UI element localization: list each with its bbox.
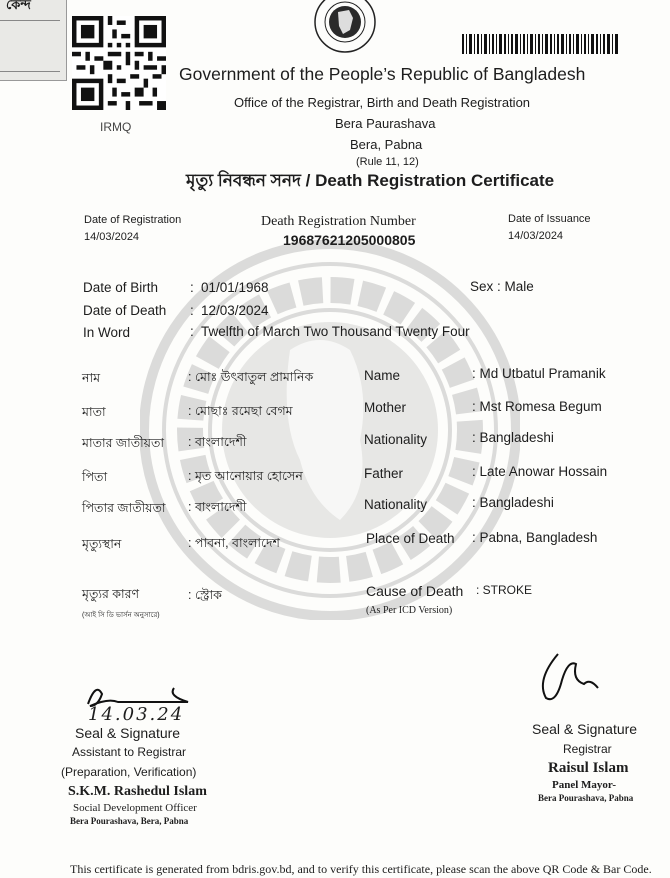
document-corner-fragment xyxy=(0,0,67,81)
registrar-role: Registrar xyxy=(563,742,612,756)
en-mother-nationality-value: : Bangladeshi xyxy=(472,430,554,445)
issuance-date-label: Date of Issuance xyxy=(508,213,591,225)
inword-colon: : xyxy=(190,324,194,339)
inword-value: Twelfth of March Two Thousand Twenty Four xyxy=(201,324,470,339)
bn-father-value: : মৃত আনোয়ার হোসেন xyxy=(188,469,303,483)
government-emblem-icon xyxy=(305,0,385,54)
en-place-of-death-label: Place of Death xyxy=(366,531,455,546)
registrar-title: Panel Mayor- xyxy=(552,779,617,791)
qr-code xyxy=(72,16,166,110)
en-place-of-death-value: : Pabna, Bangladesh xyxy=(472,530,598,545)
assistant-role: Assistant to Registrar xyxy=(72,745,187,759)
en-father-nationality-value: : Bangladeshi xyxy=(472,495,554,510)
en-father-value: : Late Anowar Hossain xyxy=(472,464,608,479)
bn-place-of-death-label: মৃত্যুস্থান xyxy=(82,537,122,551)
en-mother-value: : Mst Romesa Begum xyxy=(472,399,602,414)
registration-number-label: Death Registration Number xyxy=(261,214,416,229)
dob-colon: : xyxy=(190,280,194,295)
watermark-seal xyxy=(140,240,520,620)
en-cause-note: (As Per ICD Version) xyxy=(366,605,453,616)
bn-name-value: : মোঃ উৎবাতুল প্রামানিক xyxy=(188,370,314,384)
en-father-label: Father xyxy=(364,466,404,481)
en-name-label: Name xyxy=(364,368,401,383)
bn-father-label: পিতা xyxy=(82,470,108,484)
bn-name-label: নাম xyxy=(82,371,101,385)
location: Bera, Pabna xyxy=(350,137,423,152)
registrar-name: Raisul Islam xyxy=(548,760,629,776)
corner-text: কেন্দ xyxy=(6,0,31,12)
bn-father-nationality-label: পিতার জাতীয়তা xyxy=(82,501,166,515)
dod-value: 12/03/2024 xyxy=(201,303,269,318)
en-mother-nationality-label: Nationality xyxy=(364,432,428,447)
dod-label: Date of Death xyxy=(83,303,167,318)
verification-footer: This certificate is generated from bdris.gov.bd, and to verify this certificate, please scan the above QR Code & Bar Code. xyxy=(70,862,652,876)
bn-mother-nationality-value: : বাংলাদেশী xyxy=(188,435,247,449)
registrar-signature-icon xyxy=(528,650,608,710)
bn-place-of-death-value: : পাবনা, বাংলাদেশ xyxy=(188,536,280,550)
en-mother-label: Mother xyxy=(364,400,407,415)
en-cause-label: Cause of Death xyxy=(366,583,464,599)
certificate-title: মৃত্যু নিবন্ধন সনদ / Death Registration Certificate xyxy=(186,171,555,190)
bn-cause-value: : স্ট্রোক xyxy=(188,588,222,602)
dob-value: 01/01/1968 xyxy=(201,280,269,295)
bn-mother-label: মাতা xyxy=(82,405,106,419)
assistant-office: Bera Pourashava, Bera, Pabna xyxy=(70,816,189,826)
bn-cause-label: মৃত্যুর কারণ xyxy=(82,587,140,601)
rule-reference: (Rule 11, 12) xyxy=(356,156,419,168)
assistant-seal-label: Seal & Signature xyxy=(75,725,181,741)
en-name-value: : Md Utbatul Pramanik xyxy=(472,366,606,381)
assistant-name: S.K.M. Rashedul Islam xyxy=(68,784,207,799)
dob-label: Date of Birth xyxy=(83,280,159,295)
sex-field: Sex : Male xyxy=(470,279,534,294)
assistant-role-detail: (Preparation, Verification) xyxy=(61,765,197,779)
qr-caption: IRMQ xyxy=(100,120,132,134)
inword-label: In Word xyxy=(83,325,131,340)
assistant-title: Social Development Officer xyxy=(73,802,197,814)
en-cause-value: : STROKE xyxy=(476,583,533,597)
handwritten-date: 14.03.24 xyxy=(88,704,185,725)
registration-date-value: 14/03/2024 xyxy=(84,231,140,243)
bn-cause-note: (আই সি ডি ভার্সন অনুসারে) xyxy=(82,612,160,619)
registration-number-value: 19687621205000805 xyxy=(283,232,416,248)
office-title: Office of the Registrar, Birth and Death Registration xyxy=(234,95,531,110)
en-father-nationality-label: Nationality xyxy=(364,497,428,512)
registration-date-label: Date of Registration xyxy=(84,214,182,226)
registrar-seal-label: Seal & Signature xyxy=(532,721,638,737)
registrar-office: Bera Pourashava, Pabna xyxy=(538,793,634,803)
bn-mother-nationality-label: মাতার জাতীয়তা xyxy=(82,436,165,450)
dod-colon: : xyxy=(190,303,194,318)
issuance-date-value: 14/03/2024 xyxy=(508,230,564,242)
corner-lines xyxy=(0,20,60,72)
bn-father-nationality-value: : বাংলাদেশী xyxy=(188,500,247,514)
bn-mother-value: : মোছাঃ রমেছা বেগম xyxy=(188,404,293,418)
barcode xyxy=(462,34,618,54)
municipality: Bera Paurashava xyxy=(335,116,436,131)
government-title: Government of the People’s Republic of Bangladesh xyxy=(179,64,586,84)
